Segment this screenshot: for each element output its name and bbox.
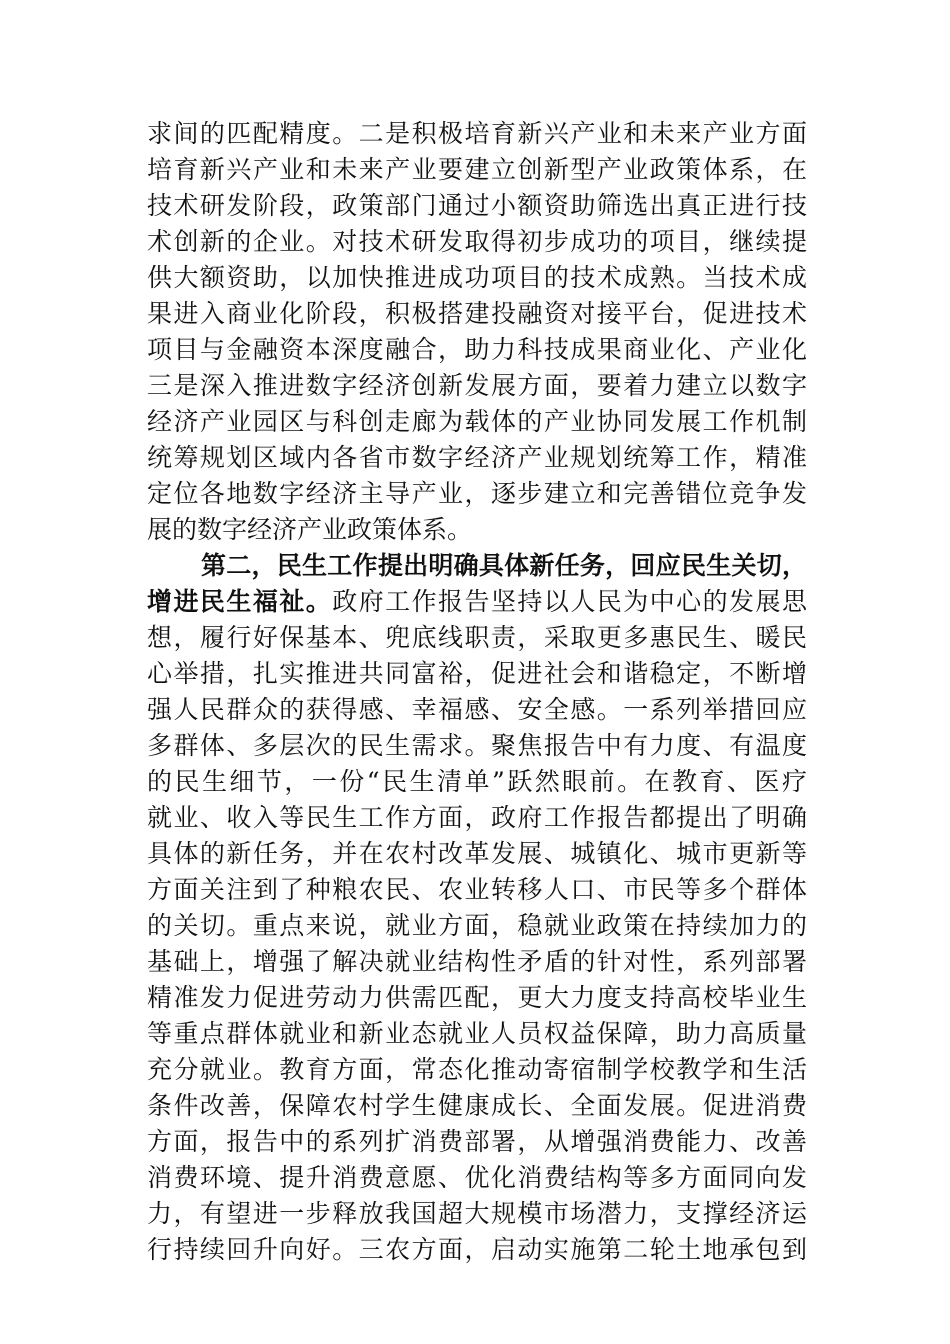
text-line: 方面，报告中的系列扩消费部署，从增强消费能力、改善 <box>147 1127 807 1156</box>
text-line: 行持续回升向好。三农方面，启动实施第二轮土地承包到 <box>147 1235 807 1264</box>
text-line: 果进入商业化阶段，积极搭建投融资对接平台，促进技术 <box>147 299 807 328</box>
paragraph-1 <box>147 116 807 548</box>
text-segment: 政府工作报告坚持以人民为中心的发展思 <box>332 587 807 616</box>
text-line: 力，有望进一步释放我国超大规模市场潜力，支撑经济运 <box>147 1199 807 1228</box>
text-line: 方面关注到了种粮农民、农业转移人口、市民等多个群体 <box>147 875 807 904</box>
text-line: 强人民群众的获得感、幸福感、安全感。一系列举措回应 <box>147 695 807 724</box>
text-line: 经济产业园区与科创走廊为载体的产业协同发展工作机制 <box>147 407 807 436</box>
text-line: 基础上，增强了解决就业结构性矛盾的针对性，系列部署 <box>147 947 807 976</box>
text-line: 供大额资助，以加快推进成功项目的技术成熟。当技术成 <box>147 263 807 292</box>
paragraph-heading: 第二，民生工作提出明确具体新任务，回应民生关切， <box>201 551 807 580</box>
paragraph-2 <box>147 548 807 1268</box>
text-line: 具体的新任务，并在农村改革发展、城镇化、城市更新等 <box>147 839 807 868</box>
paragraph-heading-continued: 增进民生福祉。 <box>147 587 333 616</box>
text-line: 技术研发阶段，政策部门通过小额资助筛选出真正进行技 <box>147 191 807 220</box>
text-line <box>147 584 807 620</box>
text-line: 术创新的企业。对技术研发取得初步成功的项目，继续提 <box>147 227 807 256</box>
text-line: 三是深入推进数字经济创新发展方面，要着力建立以数字 <box>147 371 807 400</box>
text-line: 就业、收入等民生工作方面，政府工作报告都提出了明确 <box>147 803 807 832</box>
text-line: 等重点群体就业和新业态就业人员权益保障，助力高质量 <box>147 1019 807 1048</box>
text-line: 求间的匹配精度。二是积极培育新兴产业和未来产业方面 <box>147 119 807 148</box>
text-line: 培育新兴产业和未来产业要建立创新型产业政策体系，在 <box>147 155 807 184</box>
text-line: 多群体、多层次的民生需求。聚焦报告中有力度、有温度 <box>147 731 807 760</box>
text-line: 的关切。重点来说，就业方面，稳就业政策在持续加力的 <box>147 911 807 940</box>
text-line: 想，履行好保基本、兜底线职责，采取更多惠民生、暖民 <box>147 623 807 652</box>
text-line: 项目与金融资本深度融合，助力科技成果商业化、产业化 <box>147 335 807 364</box>
text-line: 充分就业。教育方面，常态化推动寄宿制学校教学和生活 <box>147 1055 807 1084</box>
text-line: 消费环境、提升消费意愿、优化消费结构等多方面同向发 <box>147 1163 807 1192</box>
text-line: 定位各地数字经济主导产业，逐步建立和完善错位竞争发 <box>147 479 807 508</box>
text-line: 条件改善，保障农村学生健康成长、全面发展。促进消费 <box>147 1091 807 1120</box>
text-line: 展的数字经济产业政策体系。 <box>147 515 473 544</box>
text-line: 精准发力促进劳动力供需匹配，更大力度支持高校毕业生 <box>147 983 807 1012</box>
text-line: 统筹规划区域内各省市数字经济产业规划统筹工作，精准 <box>147 443 807 472</box>
document-body <box>147 116 807 1268</box>
text-line: 的民生细节，一份“民生清单”跃然眼前。在教育、医疗 <box>147 767 807 796</box>
text-line: 心举措，扎实推进共同富裕，促进社会和谐稳定，不断增 <box>147 659 807 688</box>
